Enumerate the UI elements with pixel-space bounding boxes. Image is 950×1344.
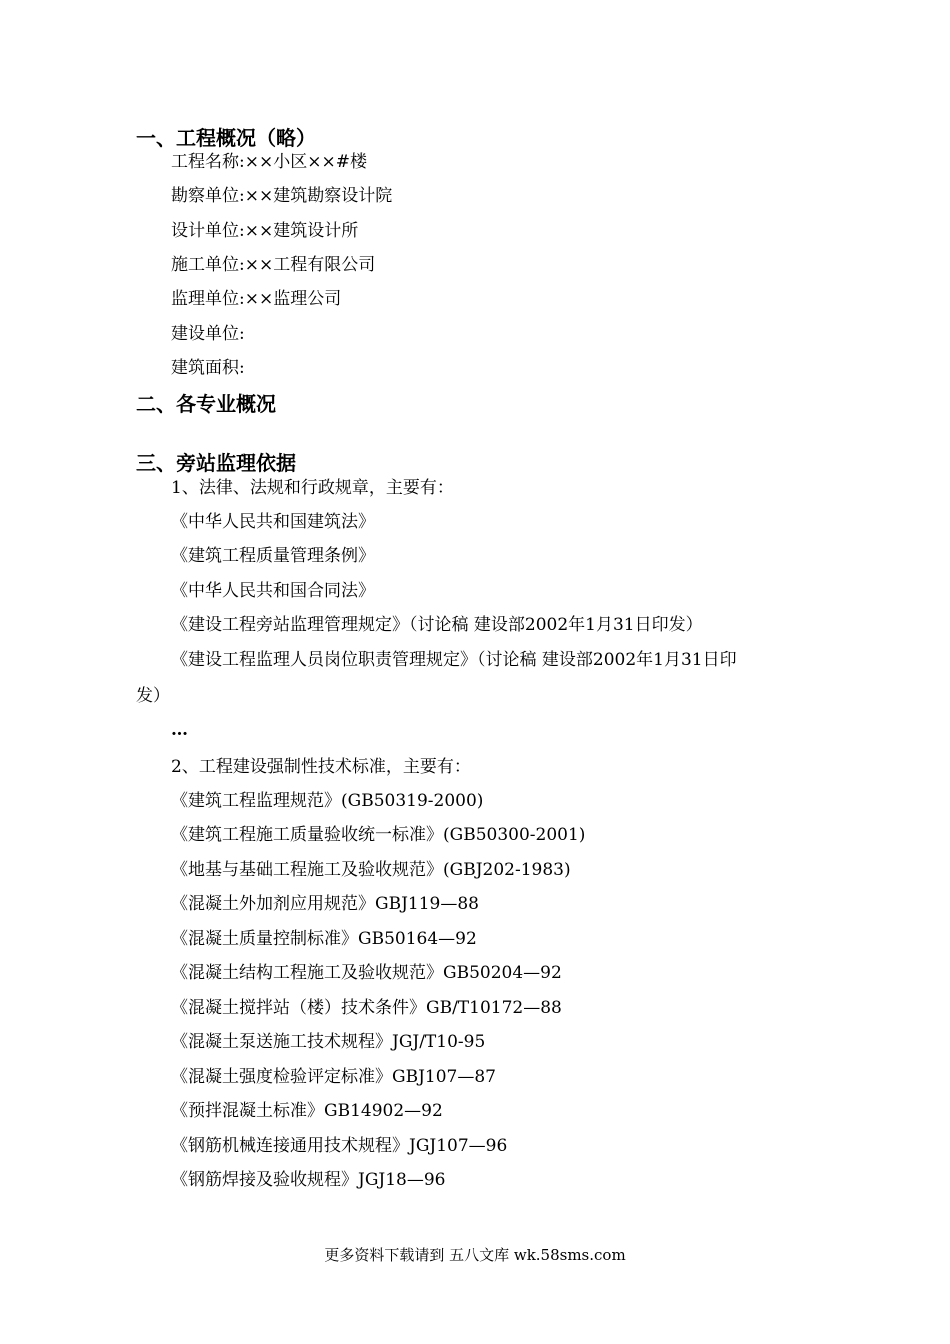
standard-item: 《钢筋焊接及验收规程》JGJ18—96 <box>171 1170 446 1190</box>
section-heading-disciplines: 二、各专业概况 <box>136 392 276 416</box>
supervision-unit-line: 监理单位:××监理公司 <box>171 289 342 309</box>
law-item: 《中华人民共和国建筑法》 <box>171 512 375 532</box>
law-item: 《建筑工程质量管理条例》 <box>171 546 375 566</box>
law-item: 《中华人民共和国合同法》 <box>171 581 375 601</box>
standard-item: 《混凝土强度检验评定标准》GBJ107—87 <box>171 1067 496 1087</box>
standard-item: 《混凝土结构工程施工及验收规范》GB50204—92 <box>171 963 562 983</box>
standard-item: 《混凝土搅拌站（楼）技术条件》GB/T10172—88 <box>171 998 562 1018</box>
standard-item: 《建筑工程监理规范》(GB50319-2000) <box>171 791 484 811</box>
ellipsis: … <box>171 720 188 740</box>
standard-item: 《地基与基础工程施工及验收规范》(GBJ202-1983) <box>171 860 571 880</box>
section-heading-overview: 一、工程概况（略） <box>136 126 316 150</box>
law-item: 《建设工程旁站监理管理规定》（讨论稿 建设部2002年1月31日印发） <box>171 615 703 635</box>
page-footer: 更多资料下载请到 五八文库 wk.58sms.com <box>324 1246 626 1264</box>
standard-item: 《混凝土质量控制标准》GB50164—92 <box>171 929 477 949</box>
standard-item: 《建筑工程施工质量验收统一标准》(GB50300-2001) <box>171 825 586 845</box>
building-area-line: 建筑面积: <box>171 358 245 378</box>
law-item: 《建设工程监理人员岗位职责管理规定》（讨论稿 建设部2002年1月31日印 <box>171 650 737 670</box>
owner-unit-line: 建设单位: <box>171 324 245 344</box>
standards-intro: 2、工程建设强制性技术标准，主要有： <box>171 757 471 777</box>
laws-intro: 1、法律、法规和行政规章，主要有： <box>171 478 454 498</box>
standard-item: 《预拌混凝土标准》GB14902—92 <box>171 1101 443 1121</box>
law-item-continuation: 发） <box>136 686 170 706</box>
construction-unit-line: 施工单位:××工程有限公司 <box>171 255 376 275</box>
standard-item: 《混凝土外加剂应用规范》GBJ119—88 <box>171 894 479 914</box>
design-unit-line: 设计单位:××建筑设计所 <box>171 221 359 241</box>
standard-item: 《钢筋机械连接通用技术规程》JGJ107—96 <box>171 1136 508 1156</box>
standard-item: 《混凝土泵送施工技术规程》JGJ/T10-95 <box>171 1032 486 1052</box>
survey-unit-line: 勘察单位:××建筑勘察设计院 <box>171 186 393 206</box>
section-heading-basis: 三、旁站监理依据 <box>136 451 296 475</box>
project-name-line: 工程名称:××小区××#楼 <box>171 152 367 172</box>
